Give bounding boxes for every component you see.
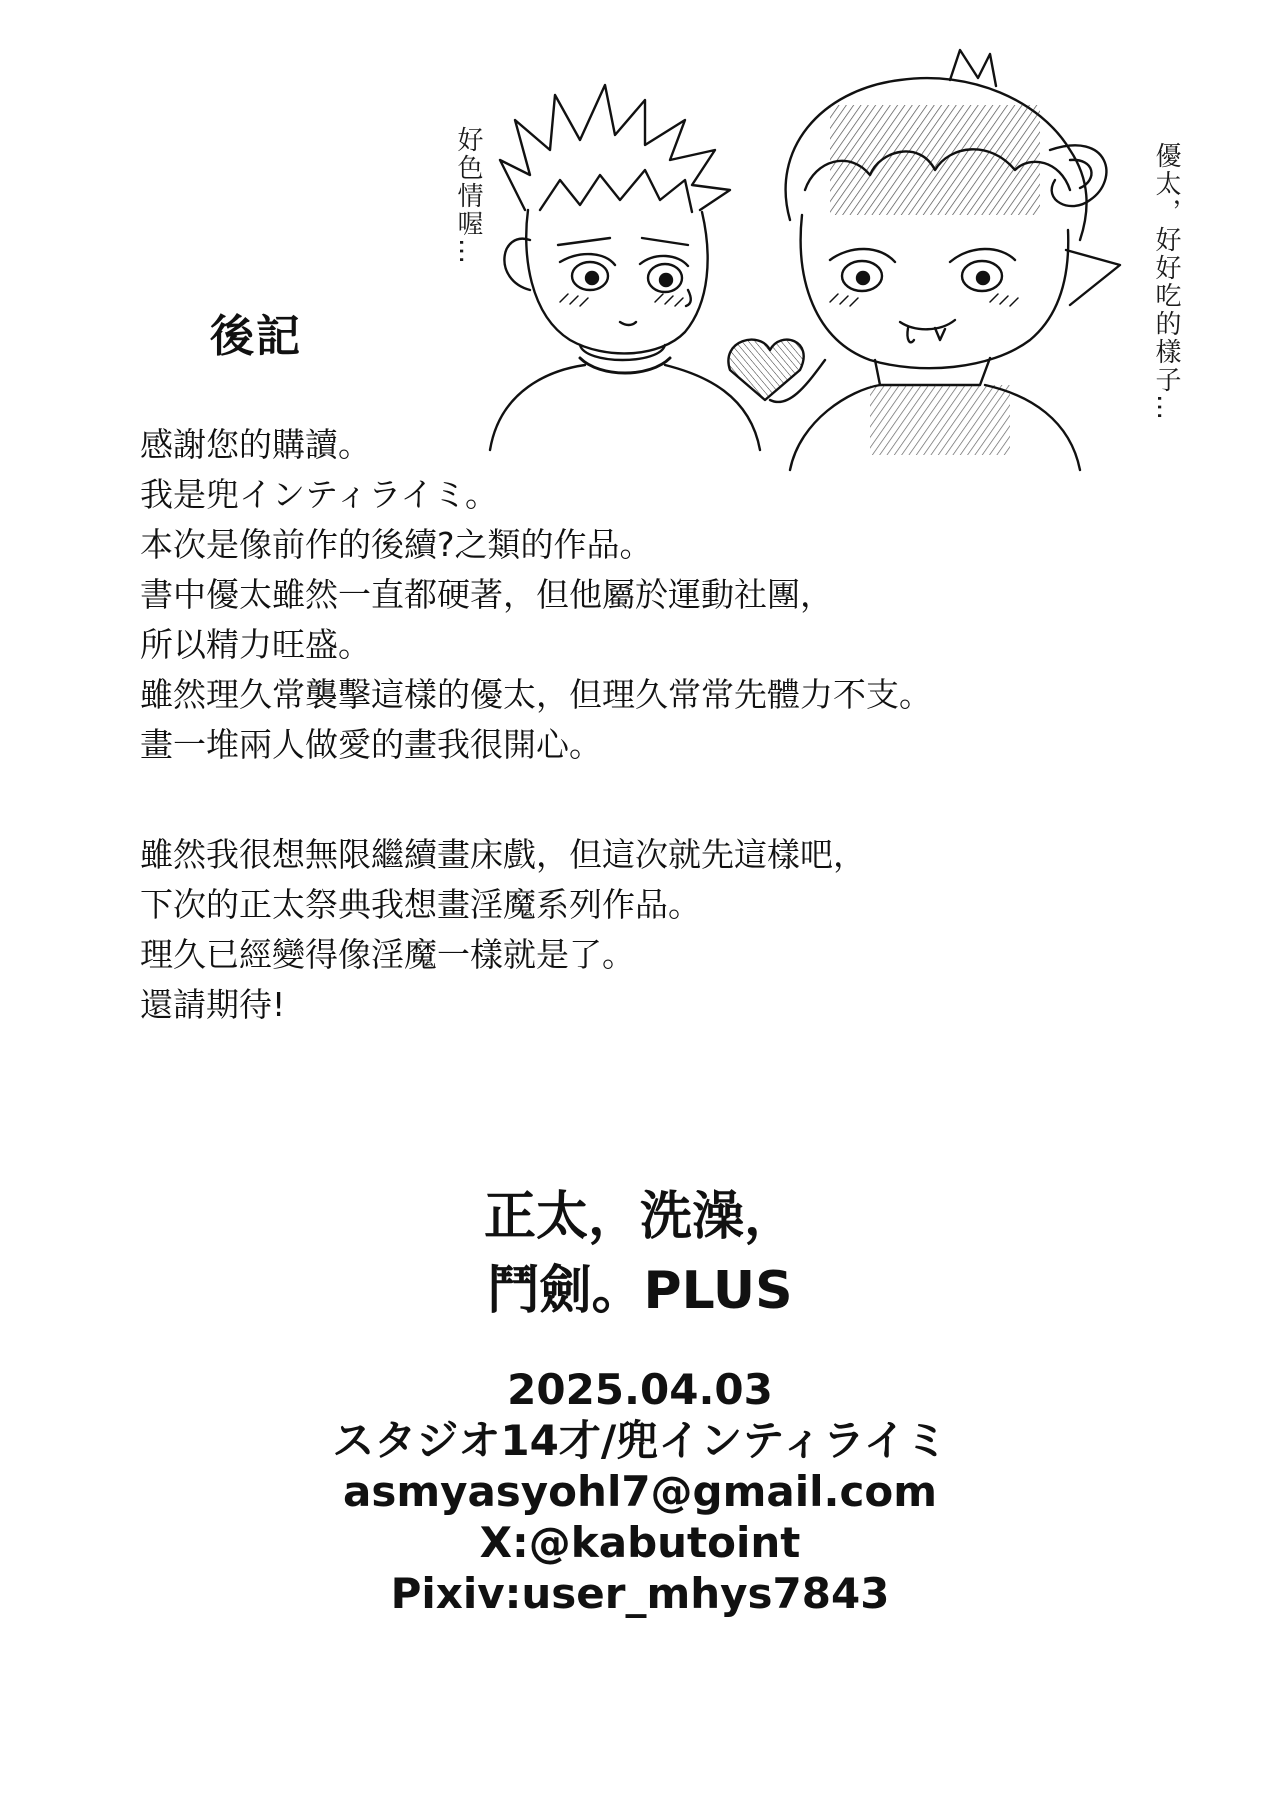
text-line: 感謝您的購讀。 — [140, 425, 371, 464]
left-character-remark: 好色情喔… — [453, 126, 483, 266]
title-line-1: 正太，洗澡， — [483, 1187, 796, 1247]
text-line: 下次的正太祭典我想畫淫魔系列作品。 — [140, 885, 701, 924]
text-line: 書中優太雖然一直都硬著，但他屬於運動社團， — [140, 575, 833, 614]
x-handle: X:@kabutoint — [479, 1518, 801, 1567]
text-line: 所以精力旺盛。 — [140, 625, 371, 664]
afterword-paragraph-2 — [140, 830, 1100, 1030]
pixiv-handle: Pixiv:user_mhys7843 — [390, 1569, 890, 1618]
text-line: 畫一堆兩人做愛的畫我很開心。 — [140, 725, 602, 764]
text-line: 雖然理久常襲擊這樣的優太，但理久常常先體力不支。 — [140, 675, 932, 714]
chibi-characters-illustration — [430, 40, 1210, 480]
text-line: 理久已經變得像淫魔一樣就是了。 — [140, 935, 635, 974]
right-character-remark: 優太，好好吃的樣子… — [1151, 142, 1181, 422]
publish-date: 2025.04.03 — [507, 1365, 773, 1414]
afterword-paragraph-1 — [140, 420, 1100, 770]
work-title — [0, 1180, 1280, 1328]
contact-email: asmyasyohl7@gmail.com — [342, 1467, 937, 1516]
afterword-heading: 後記 — [210, 311, 302, 362]
left-boy-sketch — [490, 85, 760, 450]
colophon — [0, 1364, 1280, 1619]
text-line: 還請期待! — [140, 985, 286, 1024]
circle-name: スタジオ14才/兜インティライミ — [332, 1416, 948, 1465]
text-line: 雖然我很想無限繼續畫床戲，但這次就先這樣吧， — [140, 835, 866, 874]
title-line-2: 鬥劍。PLUS — [487, 1261, 793, 1321]
text-line: 本次是像前作的後續?之類的作品。 — [140, 525, 653, 564]
right-demon-boy-sketch — [728, 50, 1120, 470]
text-line: 我是兜インティライミ。 — [140, 475, 499, 514]
